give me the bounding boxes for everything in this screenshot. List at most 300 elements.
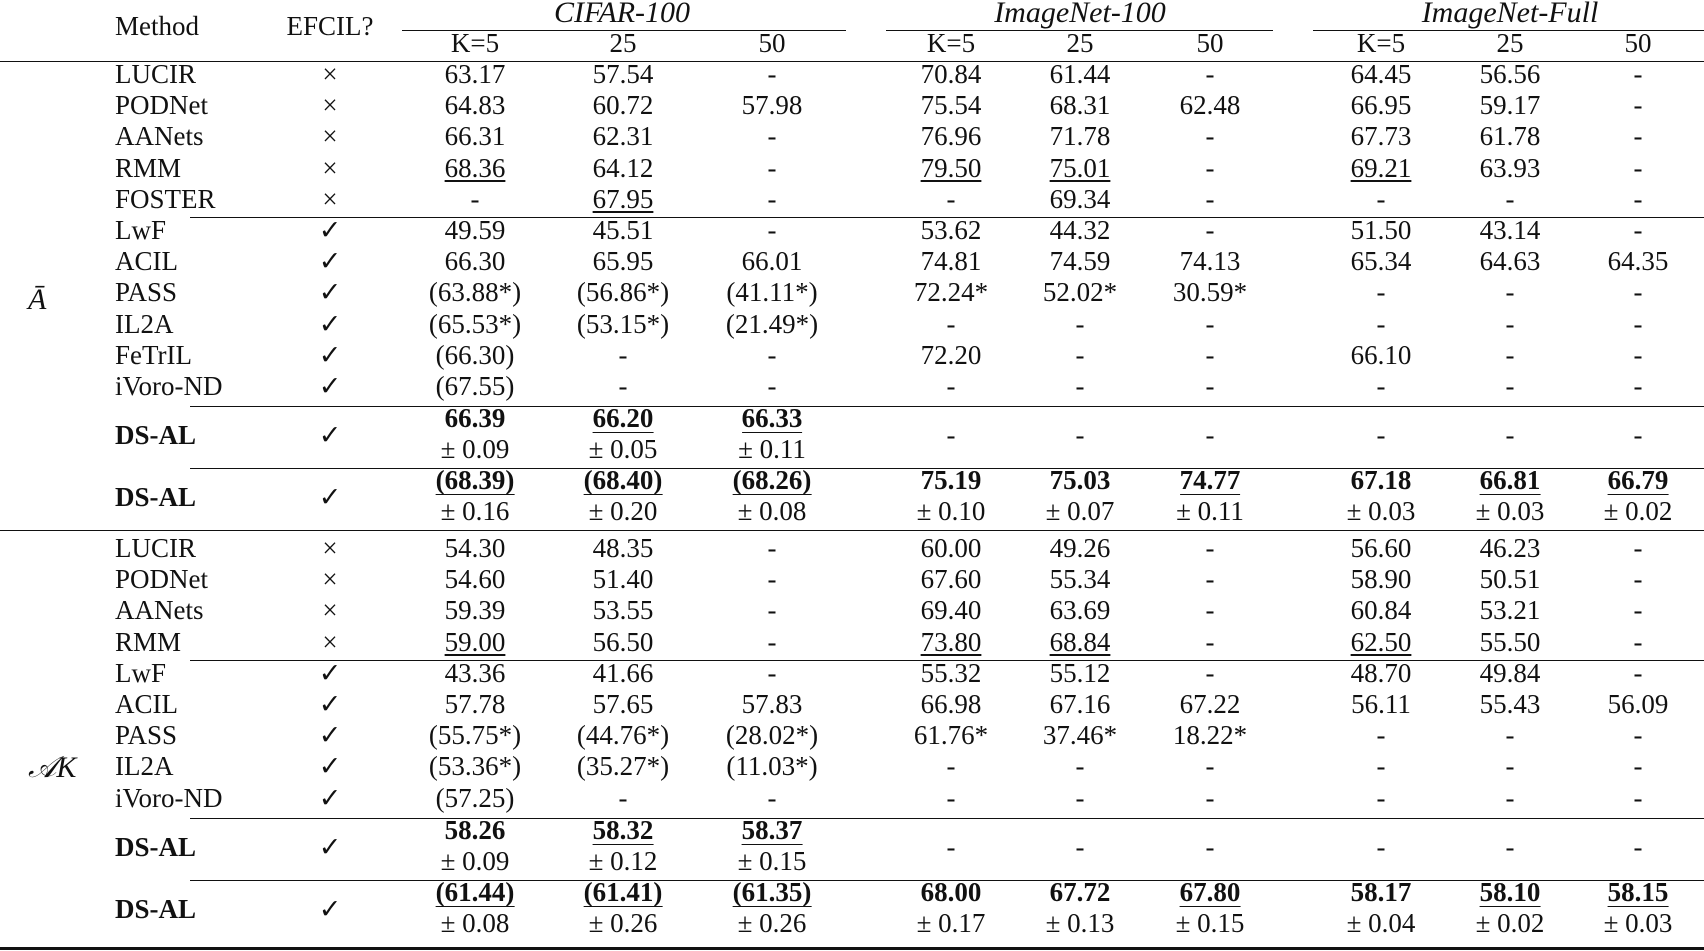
table-cell: - [1205, 657, 1215, 688]
std-value: ± 0.02 [1475, 907, 1545, 938]
table-cell: - [767, 595, 777, 626]
table-cell: 62.31 [592, 121, 654, 152]
check-icon: ✓ [318, 277, 342, 308]
table-cell: - [1633, 720, 1643, 751]
table-cell: 68.36 [444, 152, 506, 183]
std-value: ± 0.03 [1346, 496, 1416, 527]
table-cell: 48.70 [1350, 657, 1412, 688]
table-cell: - [767, 564, 777, 595]
table-cell: 55.34 [1049, 564, 1111, 595]
check-icon: ✓ [318, 657, 342, 688]
method-name: FeTrIL [115, 339, 193, 370]
table-cell: 56.60 [1350, 533, 1412, 563]
table-cell-dsal [738, 815, 807, 877]
table-cell: 55.43 [1479, 689, 1541, 719]
std-value: ± 0.10 [916, 496, 986, 527]
table-cell: - [767, 782, 777, 813]
table-cell: (66.30) [435, 339, 515, 370]
table-cell: - [1633, 657, 1643, 688]
table-cell: - [1505, 277, 1515, 308]
table-cell: 67.73 [1350, 121, 1412, 152]
table-cell: - [1505, 720, 1515, 751]
mean-value: 58.26 [444, 814, 506, 845]
header-phase: 25 [609, 28, 637, 58]
std-value: ± 0.15 [737, 845, 807, 876]
mean-value: (61.44) [435, 876, 515, 907]
table-cell: - [1505, 183, 1515, 214]
table-cell: (28.02*) [725, 720, 819, 751]
table-cell: - [767, 183, 777, 214]
table-cell: - [946, 183, 956, 214]
std-value: ± 0.03 [1475, 496, 1545, 527]
table-cell-dsal [436, 465, 515, 527]
std-value: ± 0.08 [737, 496, 807, 527]
table-cell: 67.95 [592, 183, 654, 214]
table-cell: - [1376, 420, 1386, 451]
std-value: ± 0.05 [588, 434, 658, 465]
table-cell: - [1633, 90, 1643, 121]
table-cell: 74.81 [920, 246, 982, 277]
table-cell: (53.36*) [428, 751, 522, 782]
table-cell: - [1205, 121, 1215, 152]
table-cell: - [1376, 720, 1386, 751]
table-cell: 46.23 [1479, 533, 1541, 563]
std-value: ± 0.13 [1045, 907, 1115, 938]
method-name-dsal: DS-AL [115, 420, 197, 451]
table-cell: 54.60 [444, 564, 506, 595]
table-cell: - [1633, 831, 1643, 862]
table-cell: 67.16 [1049, 689, 1111, 719]
check-icon: ✓ [318, 751, 342, 782]
header-dataset-cifar100: CIFAR-100 [553, 0, 691, 29]
table-cell: - [1633, 626, 1643, 657]
table-cell: - [767, 339, 777, 370]
table-cell-dsal [589, 403, 658, 465]
table-cell: 55.12 [1049, 657, 1111, 688]
table-cell-dsal [917, 877, 986, 939]
table-cell: 55.50 [1479, 626, 1541, 657]
std-value: ± 0.07 [1045, 496, 1115, 527]
mean-value: (68.26) [732, 465, 812, 496]
std-value: ± 0.09 [440, 845, 510, 876]
table-cell: (56.86*) [576, 277, 670, 308]
table-cell: - [1633, 339, 1643, 370]
table-cell: - [1633, 121, 1643, 152]
table-cell: 64.63 [1479, 246, 1541, 277]
mean-value: 66.39 [444, 403, 506, 434]
table-cell: 72.24* [913, 277, 989, 308]
header-dataset-imagenetfull: ImageNet-Full [1421, 0, 1599, 29]
method-name-dsal: DS-AL [115, 893, 197, 924]
table-cell: - [1075, 308, 1085, 339]
table-cell: - [1205, 533, 1215, 563]
method-name-dsal: DS-AL [115, 831, 197, 862]
table-cell: 60.00 [920, 533, 982, 563]
table-cell: - [946, 308, 956, 339]
table-cell: 41.66 [592, 657, 654, 688]
table-cell-dsal [1046, 877, 1115, 939]
mean-value: 66.79 [1607, 465, 1669, 496]
mean-value: (68.39) [435, 465, 515, 496]
std-value: ± 0.08 [440, 907, 510, 938]
table-cell: - [1633, 308, 1643, 339]
table-cell: 59.00 [444, 626, 506, 657]
method-name: ACIL [115, 246, 178, 277]
cross-icon: × [322, 152, 338, 183]
table-cell: 64.12 [592, 152, 654, 183]
header-efcil: EFCIL? [286, 11, 374, 41]
cross-icon: × [322, 564, 338, 595]
std-value: ± 0.11 [738, 434, 806, 465]
table-cell: 58.90 [1350, 564, 1412, 595]
table-cell: 57.78 [444, 689, 506, 719]
table-cell: - [1205, 564, 1215, 595]
table-cell: 71.78 [1049, 121, 1111, 152]
table-cell: - [1075, 420, 1085, 451]
table-cell-dsal [1176, 465, 1244, 527]
table-cell: 76.96 [920, 121, 982, 152]
table-cell: (53.15*) [576, 308, 670, 339]
table-cell: 66.01 [741, 246, 803, 277]
header-dataset-imagenet100: ImageNet-100 [994, 0, 1166, 29]
cross-icon: × [322, 59, 338, 89]
table-cell-dsal [589, 815, 658, 877]
table-cell: 49.59 [444, 215, 506, 245]
table-cell: - [1075, 339, 1085, 370]
table-cell: 53.55 [592, 595, 654, 626]
method-name: ACIL [115, 689, 178, 719]
header-phase: 50 [758, 28, 786, 58]
check-icon: ✓ [318, 246, 342, 277]
mean-value: 58.15 [1607, 876, 1669, 907]
table-cell: - [1633, 59, 1643, 89]
table-cell: - [767, 371, 777, 401]
table-cell: 59.39 [444, 595, 506, 626]
table-cell: - [1205, 751, 1215, 782]
table-cell: - [946, 831, 956, 862]
table-cell: - [618, 371, 628, 401]
table-cell: 66.10 [1350, 339, 1412, 370]
table-cell: - [1376, 308, 1386, 339]
table-cell: 67.60 [920, 564, 982, 595]
table-cell: - [1205, 339, 1215, 370]
table-cell: - [946, 782, 956, 813]
table-cell: 53.21 [1479, 595, 1541, 626]
table-cell: - [1633, 751, 1643, 782]
table-cell: 61.76* [913, 720, 989, 751]
header-phase: 25 [1066, 28, 1094, 58]
mean-value: 68.00 [920, 876, 982, 907]
check-icon: ✓ [318, 720, 342, 751]
cross-icon: × [322, 595, 338, 626]
table-cell: (11.03*) [726, 751, 818, 782]
table-cell-dsal [584, 877, 663, 939]
mean-value: 58.37 [741, 814, 803, 845]
method-name: PASS [115, 720, 178, 751]
table-cell: 66.31 [444, 121, 506, 152]
table-cell: - [1505, 751, 1515, 782]
table-cell: 69.40 [920, 595, 982, 626]
check-icon: ✓ [318, 831, 342, 862]
method-name: LUCIR [115, 59, 196, 89]
cross-icon: × [322, 121, 338, 152]
check-icon: ✓ [318, 339, 342, 370]
method-name: PASS [115, 277, 178, 308]
table-cell: 53.62 [920, 215, 982, 245]
table-cell: (35.27*) [576, 751, 670, 782]
table-cell: - [1376, 371, 1386, 401]
std-value: ± 0.15 [1175, 907, 1245, 938]
table-cell: 37.46* [1042, 720, 1118, 751]
table-cell: 54.30 [444, 533, 506, 563]
mean-value: 67.72 [1049, 876, 1111, 907]
table-cell: 59.17 [1479, 90, 1541, 121]
table-cell: - [946, 751, 956, 782]
table-cell: 66.30 [444, 246, 506, 277]
table-cell: 65.34 [1350, 246, 1412, 277]
table-cell-dsal [1604, 877, 1673, 939]
table-cell: - [470, 183, 480, 214]
header-method: Method [115, 11, 199, 41]
table-cell: (65.53*) [428, 308, 522, 339]
table-cell: 60.72 [592, 90, 654, 121]
check-icon: ✓ [318, 782, 342, 813]
std-value: ± 0.03 [1603, 907, 1673, 938]
table-cell: - [1205, 626, 1215, 657]
method-name: LUCIR [115, 533, 196, 563]
method-name: iVoro-ND [115, 782, 223, 813]
table-cell: (44.76*) [576, 720, 670, 751]
table-cell: - [946, 420, 956, 451]
cross-icon: × [322, 626, 338, 657]
check-icon: ✓ [318, 420, 342, 451]
table-cell: 49.26 [1049, 533, 1111, 563]
table-cell: 43.36 [444, 657, 506, 688]
table-cell: 55.32 [920, 657, 982, 688]
check-icon: ✓ [318, 689, 342, 719]
row-rule [190, 406, 1704, 407]
table-cell: - [1376, 782, 1386, 813]
table-cell: 60.84 [1350, 595, 1412, 626]
table-cell: 74.13 [1179, 246, 1241, 277]
table-cell: - [1633, 277, 1643, 308]
header-phase: 50 [1196, 28, 1224, 58]
header-phase: 50 [1624, 28, 1652, 58]
table-cell: - [1075, 782, 1085, 813]
table-cell: 45.51 [592, 215, 654, 245]
table-cell: 68.84 [1049, 626, 1111, 657]
table-cell: 48.35 [592, 533, 654, 563]
table-cell: 79.50 [920, 152, 982, 183]
table-cell: - [767, 215, 777, 245]
cross-icon: × [322, 533, 338, 563]
metric-label: Ā [28, 283, 47, 316]
table-cell-dsal [441, 403, 510, 465]
table-cell: 51.40 [592, 564, 654, 595]
table-cell: (55.75*) [428, 720, 522, 751]
table-cell: 67.22 [1179, 689, 1241, 719]
table-cell: 57.83 [741, 689, 803, 719]
metric-label: 𝒜K [28, 751, 77, 784]
table-cell: - [767, 533, 777, 563]
table-cell-dsal [1476, 465, 1545, 527]
std-value: ± 0.16 [440, 496, 510, 527]
table-cell: - [1075, 831, 1085, 862]
table-cell-dsal [584, 465, 663, 527]
check-icon: ✓ [318, 482, 342, 513]
table-cell: - [1633, 371, 1643, 401]
mean-value: 66.33 [741, 403, 803, 434]
table-cell: 56.09 [1607, 689, 1669, 719]
mean-value: 58.17 [1350, 876, 1412, 907]
table-cell: - [1633, 564, 1643, 595]
table-cell: 62.50 [1350, 626, 1412, 657]
table-cell: 64.35 [1607, 246, 1669, 277]
table-cell: 63.93 [1479, 152, 1541, 183]
bottom-rule [0, 947, 1704, 950]
table-cell: - [1376, 831, 1386, 862]
table-cell: - [1633, 420, 1643, 451]
std-value: ± 0.26 [588, 907, 658, 938]
table-cell: 57.54 [592, 59, 654, 89]
table-cell: 56.11 [1351, 689, 1411, 719]
table-cell: 18.22* [1172, 720, 1248, 751]
row-rule [190, 818, 1704, 819]
method-name: RMM [115, 152, 182, 183]
table-cell: 73.80 [920, 626, 982, 657]
table-cell: - [767, 152, 777, 183]
table-cell: (57.25) [435, 782, 515, 813]
table-cell: 50.51 [1479, 564, 1541, 595]
cross-icon: × [322, 90, 338, 121]
table-cell-dsal [1347, 877, 1416, 939]
table-cell: - [1505, 831, 1515, 862]
table-cell: 74.59 [1049, 246, 1111, 277]
table-cell: 43.14 [1479, 215, 1541, 245]
method-name: RMM [115, 626, 182, 657]
check-icon: ✓ [318, 893, 342, 924]
method-name: PODNet [115, 564, 208, 595]
table-cell-dsal [733, 465, 812, 527]
method-name: LwF [115, 657, 167, 688]
std-value: ± 0.26 [737, 907, 807, 938]
table-cell: 62.48 [1179, 90, 1241, 121]
table-cell: - [1205, 831, 1215, 862]
table-cell-dsal [738, 403, 806, 465]
table-cell: - [1505, 782, 1515, 813]
table-cell: - [1633, 595, 1643, 626]
table-cell: 63.69 [1049, 595, 1111, 626]
mean-value: 74.77 [1179, 465, 1241, 496]
table-cell: - [1075, 751, 1085, 782]
method-name-dsal: DS-AL [115, 482, 197, 513]
table-cell: - [767, 626, 777, 657]
std-value: ± 0.02 [1603, 496, 1673, 527]
table-cell-dsal [1604, 465, 1673, 527]
header-phase: K=5 [1356, 28, 1406, 58]
table-cell: 30.59* [1172, 277, 1248, 308]
table-cell: 69.21 [1350, 152, 1412, 183]
method-name: IL2A [115, 751, 174, 782]
table-cell: 64.45 [1350, 59, 1412, 89]
table-cell: - [1505, 420, 1515, 451]
table-cell: - [1205, 371, 1215, 401]
table-cell-dsal [1046, 465, 1115, 527]
table-cell: 61.44 [1049, 59, 1111, 89]
table-cell: - [767, 121, 777, 152]
mean-value: (61.41) [583, 876, 663, 907]
table-cell: - [1075, 371, 1085, 401]
header-phase: 25 [1496, 28, 1524, 58]
table-cell-dsal [1347, 465, 1416, 527]
table-cell: 64.83 [444, 90, 506, 121]
table-cell: 66.98 [920, 689, 982, 719]
table-cell: 65.95 [592, 246, 654, 277]
std-value: ± 0.17 [916, 907, 986, 938]
header-phase: K=5 [926, 28, 976, 58]
table-cell: - [1633, 533, 1643, 563]
table-cell: - [1376, 751, 1386, 782]
table-cell: - [1505, 339, 1515, 370]
table-cell: - [1505, 371, 1515, 401]
method-name: LwF [115, 215, 167, 245]
table-cell: 49.84 [1479, 657, 1541, 688]
mean-value: 58.32 [592, 814, 654, 845]
header-phase: K=5 [450, 28, 500, 58]
table-cell: - [1376, 277, 1386, 308]
std-value: ± 0.11 [1176, 496, 1244, 527]
std-value: ± 0.09 [440, 434, 510, 465]
table-cell: 52.02* [1042, 277, 1118, 308]
table-cell: - [1205, 59, 1215, 89]
table-cell: - [1633, 782, 1643, 813]
mean-value: (61.35) [732, 876, 812, 907]
mean-value: (68.40) [583, 465, 663, 496]
check-icon: ✓ [318, 308, 342, 339]
mean-value: 67.18 [1350, 465, 1412, 496]
table-cell-dsal [917, 465, 986, 527]
table-cell: - [1633, 152, 1643, 183]
table-cell: 72.20 [920, 339, 982, 370]
table-cell: 56.56 [1479, 59, 1541, 89]
table-cell: 75.54 [920, 90, 982, 121]
table-cell-dsal [436, 877, 515, 939]
table-cell: 56.50 [592, 626, 654, 657]
table-cell-dsal [733, 877, 812, 939]
mean-value: 58.10 [1479, 876, 1541, 907]
mean-value: 66.81 [1479, 465, 1541, 496]
table-cell: (41.11*) [726, 277, 818, 308]
check-icon: ✓ [318, 371, 342, 401]
check-icon: ✓ [318, 215, 342, 245]
table-cell: 57.98 [741, 90, 803, 121]
method-name: AANets [115, 595, 204, 626]
table-cell: 66.95 [1350, 90, 1412, 121]
table-cell: - [1205, 308, 1215, 339]
table-cell: - [1205, 183, 1215, 214]
table-cell: - [1205, 595, 1215, 626]
std-value: ± 0.12 [588, 845, 658, 876]
header-rule [0, 61, 1704, 62]
std-value: ± 0.04 [1346, 907, 1416, 938]
table-cell: 61.78 [1479, 121, 1541, 152]
std-value: ± 0.20 [588, 496, 658, 527]
table-cell: (67.55) [435, 371, 515, 401]
mean-value: 66.20 [592, 403, 654, 434]
method-name: iVoro-ND [115, 371, 223, 401]
table-cell: 44.32 [1049, 215, 1111, 245]
table-cell: - [946, 371, 956, 401]
